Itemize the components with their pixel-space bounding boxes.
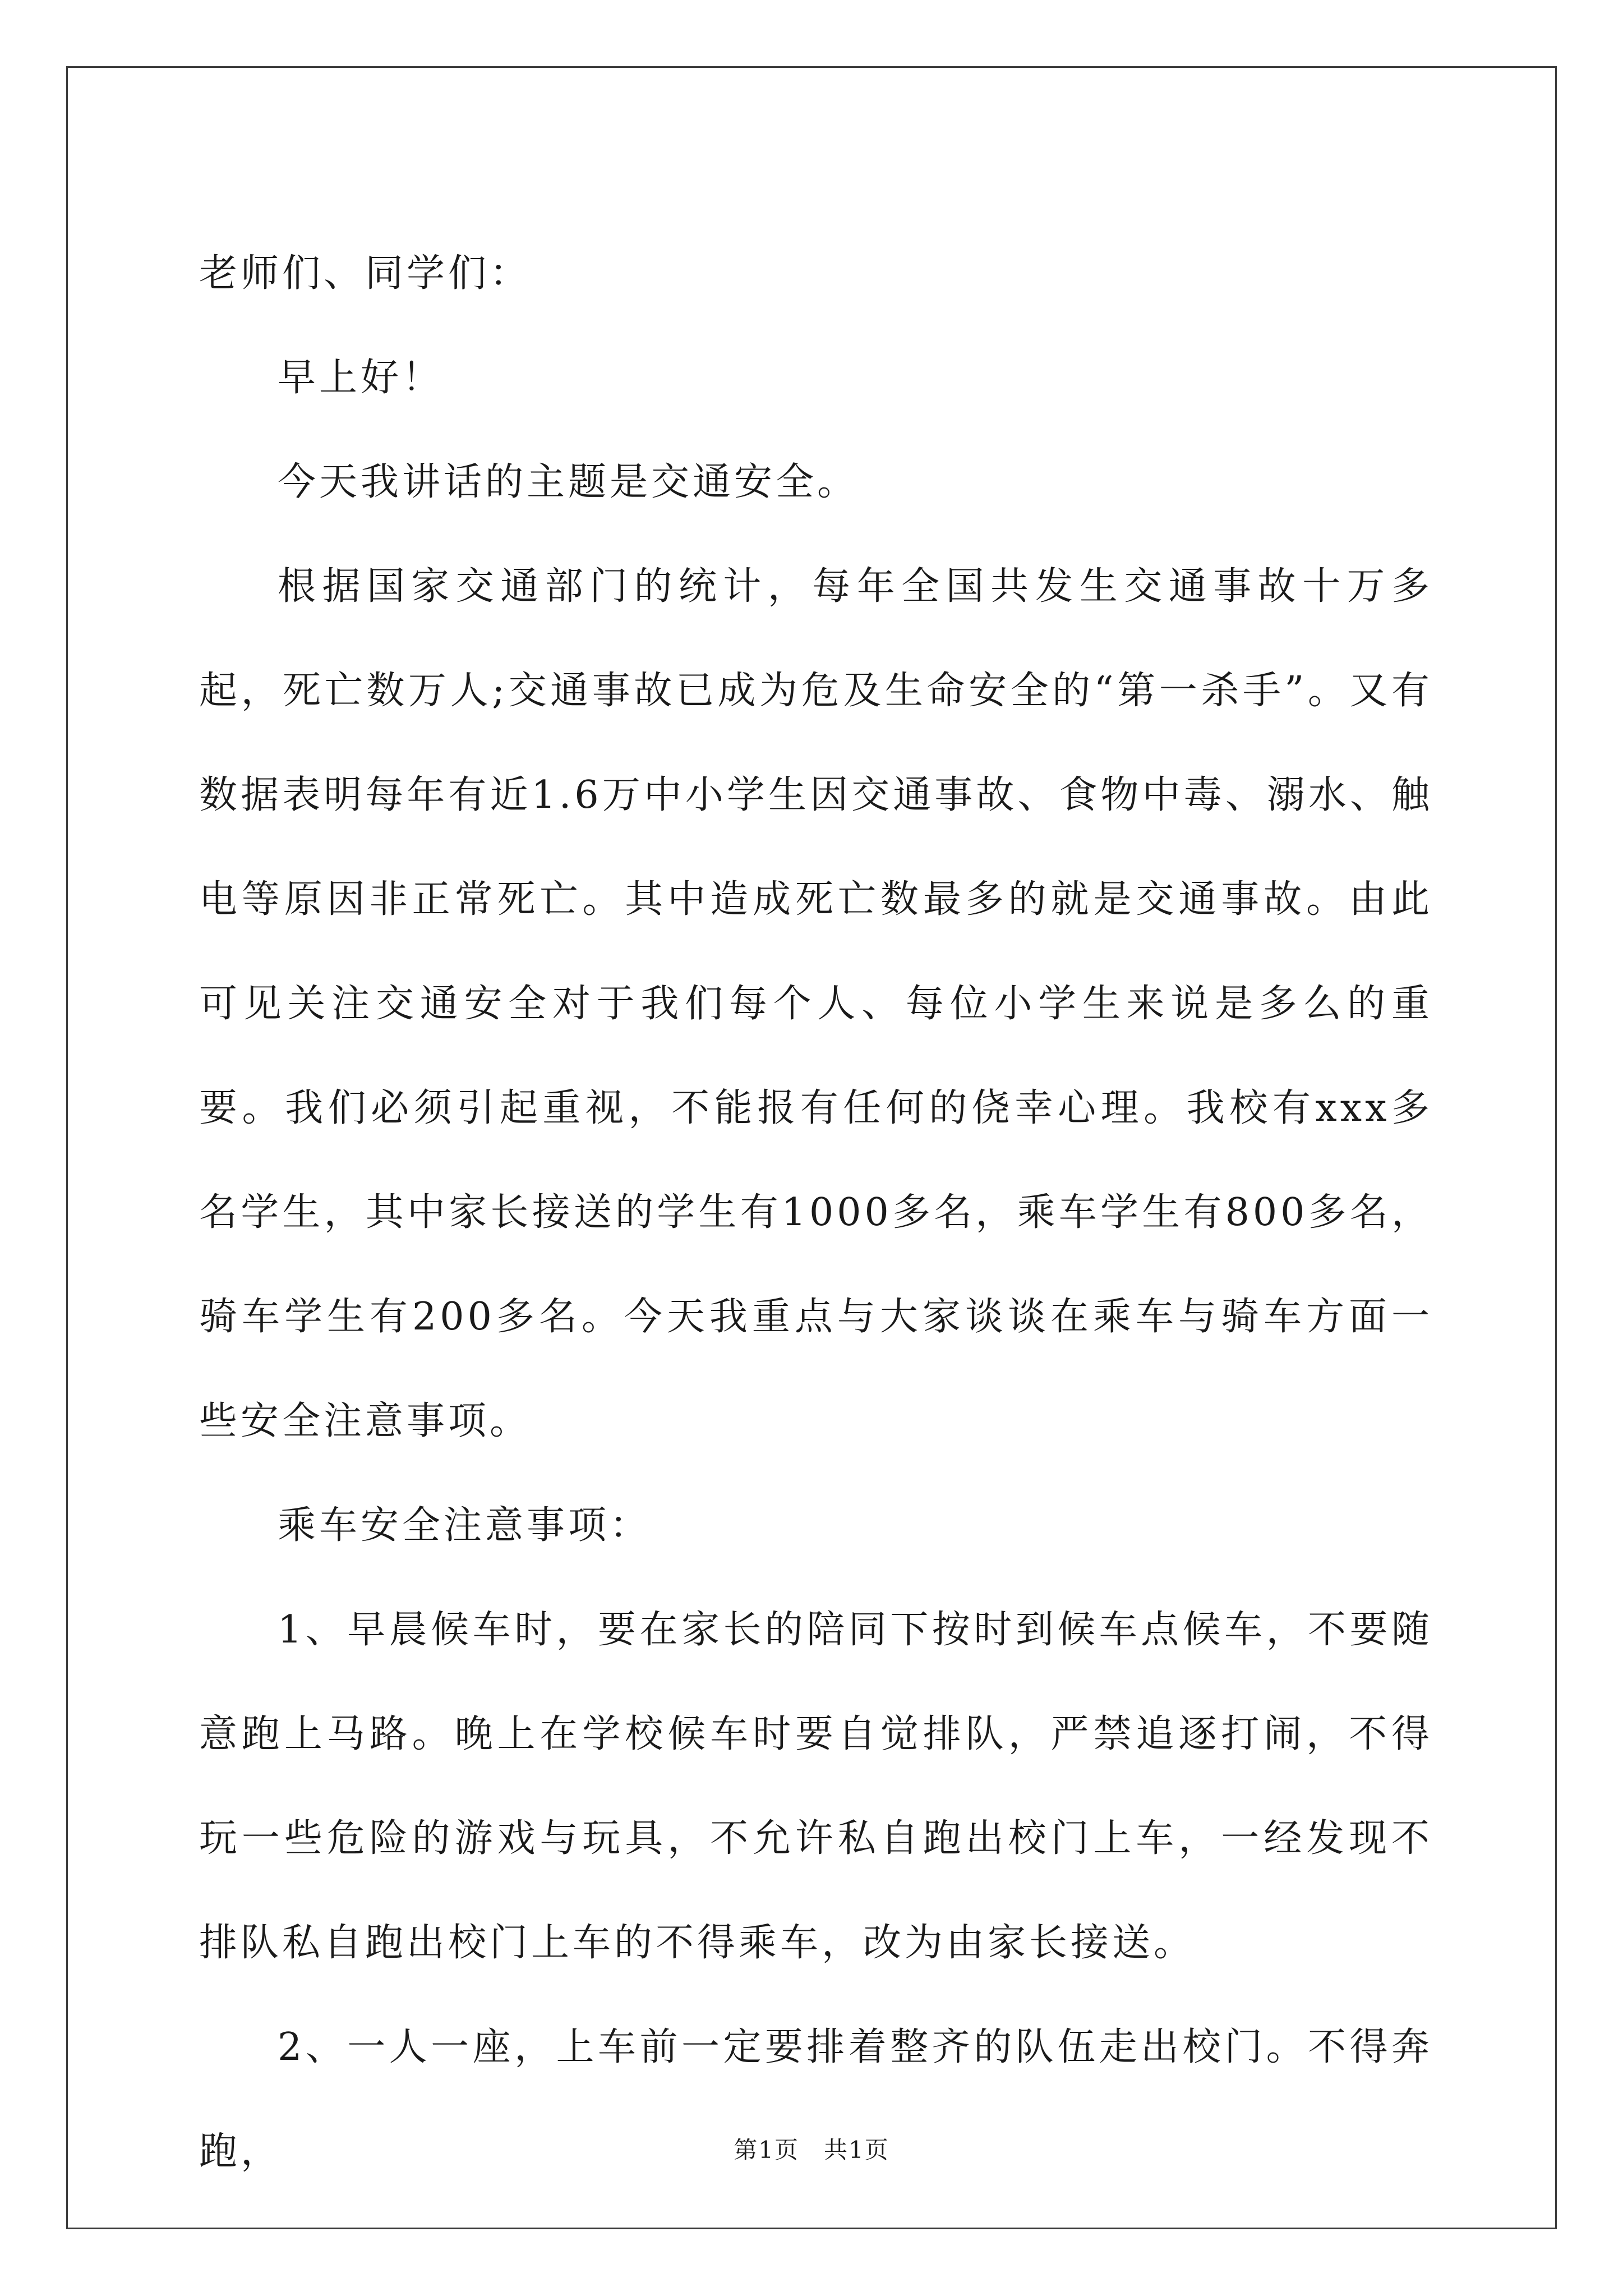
document-body xyxy=(199,222,1433,2204)
paragraph-good-morning: 早上好！ xyxy=(278,356,444,400)
paragraph-item-2: 2、一人一座，上车前一定要排着整齐的队伍走出校门。不得奔跑， xyxy=(199,2025,1433,2174)
paragraph-item-1: 1、早晨候车时，要在家长的陪同下按时到候车点候车，不要随意跑上马路。晚上在学校候车时要自觉排队，严禁追逐打闹，不得玩一些危险的游戏与玩具，不允许私自跑出校门上车，一经发现不排队私自跑出校门上车的不得乘车，改为由家长接送。 xyxy=(199,1608,1433,1965)
paragraph-greeting: 老师们、同学们： xyxy=(199,251,532,296)
paragraph-topic: 今天我讲话的主题是交通安全。 xyxy=(278,460,859,504)
page-footer: 第1页 共1页 xyxy=(734,2136,889,2164)
paragraph-section-heading: 乘车安全注意事项： xyxy=(278,1503,652,1548)
paragraph-statistics: 根据国家交通部门的统计，每年全国共发生交通事故十万多起，死亡数万人;交通事故已成为危及生命安全的“第一杀手”。又有数据表明每年有近1.6万中小学生因交通事故、食物中毒、溺水、触电等原因非正常死亡。其中造成死亡数最多的就是交通事故。由此可见关注交通安全对于我们每个人、每位小学生来说是多么的重要。我们必须引起重视，不能报有任何的侥幸心理。我校有xxx多名学生，其中家长接送的学生有1000多名，乘车学生有800多名，骑车学生有200多名。今天我重点与大家谈谈在乘车与骑车方面一些安全注意事项。 xyxy=(199,564,1433,1443)
